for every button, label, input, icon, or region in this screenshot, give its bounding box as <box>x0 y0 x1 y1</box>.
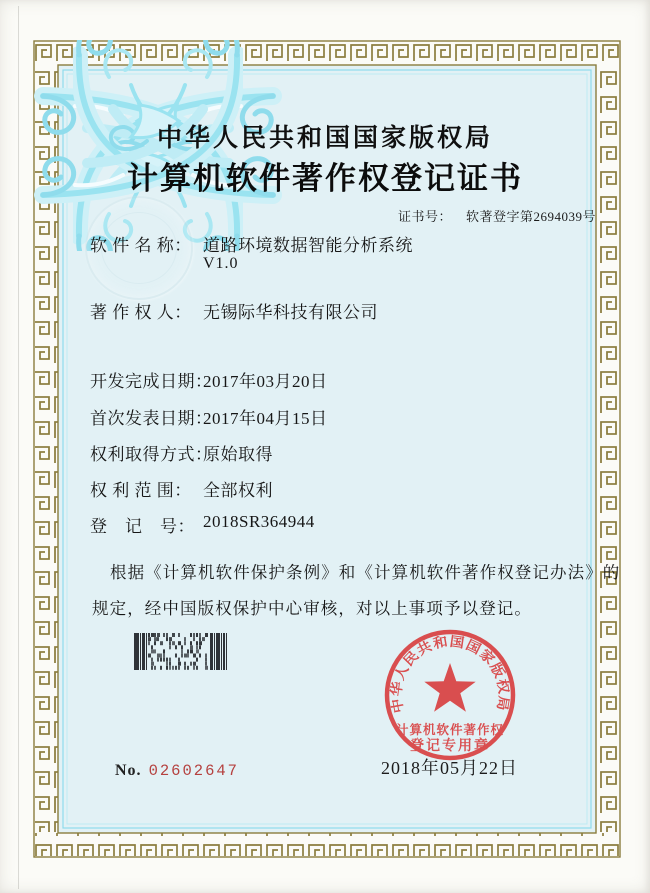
field-label: 权 利 范 围： <box>90 481 192 500</box>
field-value: 2018SR364944 <box>203 512 315 531</box>
certificate-title: 计算机软件著作权登记证书 <box>127 161 523 196</box>
field-value: 2017年03月20日 <box>203 372 328 391</box>
field-row-first-publish-date <box>90 404 580 428</box>
field-value: 原始取得 <box>203 445 273 464</box>
certificate-number-line <box>398 206 596 225</box>
field-label: 首次发表日期： <box>90 409 213 428</box>
field-label: 权利取得方式： <box>90 445 213 464</box>
field-row-rights-scope <box>90 476 580 500</box>
authority-title: 中华人民共和国国家版权局 <box>156 125 493 152</box>
field-row-acquisition-method <box>90 440 580 464</box>
software-version: V1.0 <box>203 255 239 272</box>
field-row-copyright-owner <box>90 298 580 322</box>
serial-number: 02602647 <box>148 762 239 780</box>
field-label: 登 记 号： <box>90 517 195 536</box>
field-row-software-name <box>90 231 580 255</box>
field-label: 著 作 权 人： <box>90 303 192 322</box>
serial-label: No. <box>115 762 142 779</box>
issue-date: 2018年05月22日 <box>381 758 518 778</box>
paper-edge-line <box>18 6 19 889</box>
seal-star-icon <box>424 663 475 712</box>
serial-number-line <box>115 762 239 780</box>
seal-ring-text: 中华人民共和国国家版权局 <box>388 633 512 715</box>
statement-line-2: 规定，经中国版权保护中心审核，对以上事项予以登记。 <box>92 599 532 618</box>
seal-line-1: 计算机软件著作权 <box>395 723 505 737</box>
field-label: 开发完成日期： <box>90 372 213 391</box>
field-value: 全部权利 <box>203 481 273 500</box>
field-label: 软 件 名 称： <box>90 236 192 255</box>
copyright-office-seal <box>375 620 525 770</box>
field-row-dev-complete-date <box>90 367 580 391</box>
field-value: 无锡际华科技有限公司 <box>203 303 378 322</box>
certificate-number-value: 软著登字第2694039号 <box>466 209 597 224</box>
certificate-number-label: 证书号： <box>398 209 453 224</box>
barcode <box>134 633 230 670</box>
field-value: 道路环境数据智能分析系统 <box>203 236 413 255</box>
field-row-registration-number <box>90 512 580 536</box>
field-value: 2017年04月15日 <box>203 409 328 428</box>
seal-line-2: 登记专用章 <box>410 739 490 754</box>
statement-line-1: 根据《计算机软件保护条例》和《计算机软件著作权登记办法》的 <box>110 563 621 582</box>
